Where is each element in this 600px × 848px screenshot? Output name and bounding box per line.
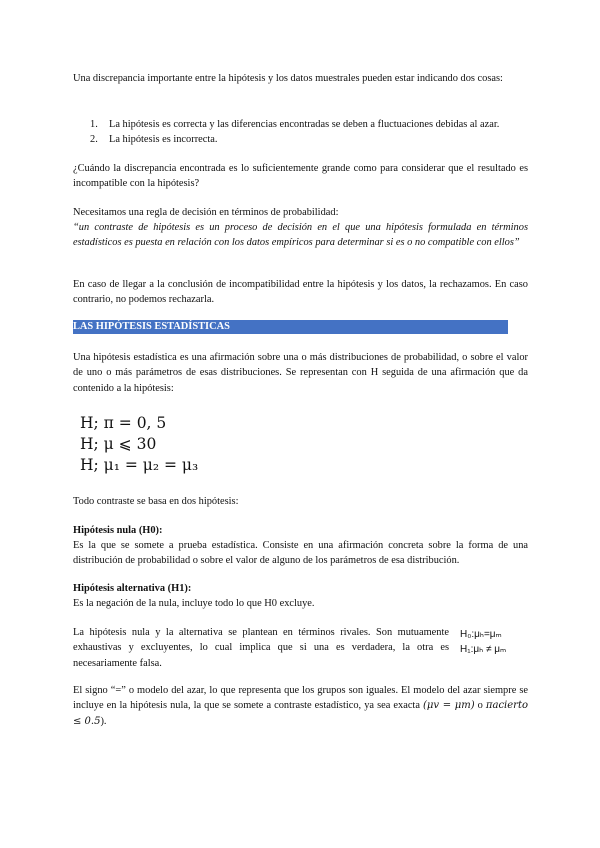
alt-hypothesis-title: Hipótesis alternativa (H1): [73, 583, 192, 594]
list-item [73, 132, 528, 147]
h0-notation: H₀:μₕ=μₘ [460, 629, 502, 640]
formula-block [80, 413, 198, 476]
null-hypothesis-text: Es la que se somete a prueba estadística. Consiste en una afirmación concreta sobre la forma de una distribución de probabilidad o sobre el valor de alguno de los parámetros de esa distribución. [73, 540, 528, 567]
alt-hypothesis-text: Es la negación de la nula, incluye todo lo que H0 excluye. [73, 598, 315, 609]
hypothesis-notation [460, 627, 506, 657]
formula-line: H; μ₁ = μ₂ = μ₃ [80, 456, 199, 474]
question-paragraph: ¿Cuándo la discrepancia encontrada es lo suficientemente grande como para considerar que el resultado es incompatible con la hipótesis? [73, 163, 528, 190]
section-heading: LAS HIPÓTESIS ESTADÍSTICAS [73, 320, 508, 334]
sign-or: o [474, 700, 486, 712]
list-text: La hipótesis es incorrecta. [109, 134, 218, 146]
rule-intro: Necesitamos una regla de decisión en términos de probabilidad: [73, 207, 339, 218]
definition-paragraph: Una hipótesis estadística es una afirmación sobre una o más distribuciones de probabilidad, o sobre el valor de uno o más parámetros de esas distribuciones. Se representan con H seguida de una afirmación que da contenido a la hipótesis: [73, 352, 528, 394]
h1-notation: H₁:μₕ ≠ μₘ [460, 644, 507, 655]
list-number: 2. [90, 134, 98, 146]
sign-math-exact: (μv = μm) [423, 700, 475, 712]
reject-paragraph: En caso de llegar a la conclusión de incompatibilidad entre la hipótesis y los datos, la rechazamos. En caso contrario, no podemos rechazarla. [73, 279, 528, 306]
list-item [73, 117, 528, 132]
sign-text: El signo “=” o modelo del azar, lo que representa que los grupos son iguales. El modelo del azar siempre se incluye en la hipótesis nula, la que se somete a contraste estadístico, ya sea exacta [73, 685, 528, 712]
formula-line: H; μ ⩽ 30 [80, 435, 157, 453]
intro-paragraph: Una discrepancia importante entre la hipótesis y los datos muestrales pueden estar indicando dos cosas: [73, 73, 503, 84]
sign-end: ). [100, 715, 107, 727]
sign-paragraph [73, 683, 528, 729]
formula-line: H; π = 0, 5 [80, 414, 167, 432]
null-hypothesis-title: Hipótesis nula (H0): [73, 525, 163, 536]
list-text: La hipótesis es correcta y las diferencias encontradas se deben a fluctuaciones debidas al azar. [109, 119, 500, 130]
rivals-paragraph: La hipótesis nula y la alternativa se plantean en términos rivales. Son mutuamente exhaustivas y excluyentes, lo cual implica que si una es verdadera, la otra es necesariamente falsa. [73, 627, 449, 669]
sign-math-inexact: πacierto ≤ 0.5 [73, 700, 528, 727]
list-number: 1. [90, 119, 98, 130]
two-hypotheses-text: Todo contraste se basa en dos hipótesis: [73, 496, 239, 507]
rule-quote: “un contraste de hipótesis es un proceso de decisión en el que una hipótesis formulada en términos estadísticos es puesta en relación con los datos empíricos para determinar si es o no compatible con ellos” [73, 222, 528, 249]
causes-list [73, 117, 528, 148]
